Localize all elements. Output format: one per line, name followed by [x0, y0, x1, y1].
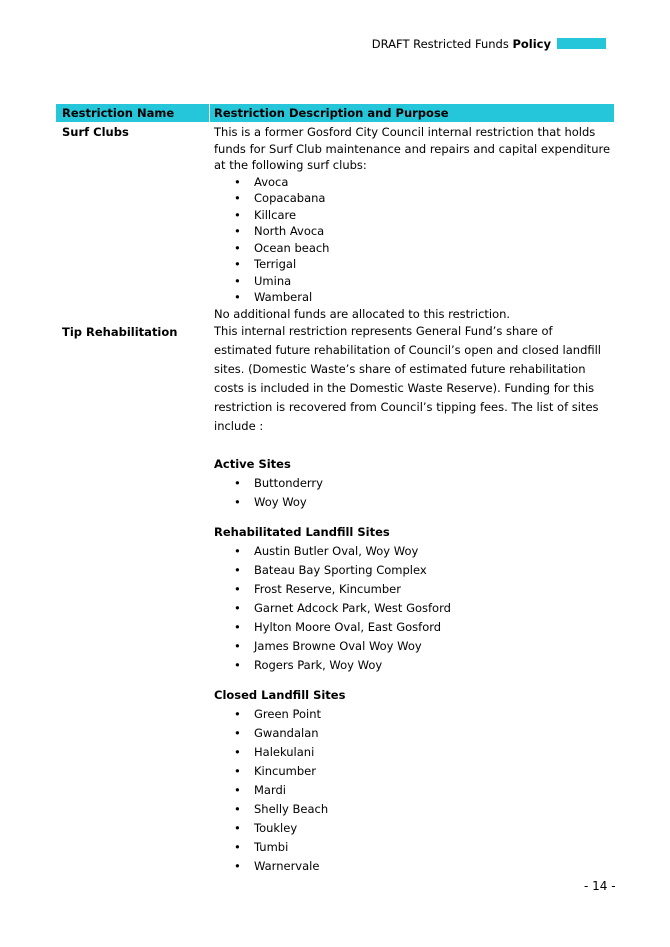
list-item	[214, 474, 614, 493]
spacer	[214, 436, 614, 455]
document-title	[372, 37, 551, 51]
page-number: - 14 -	[584, 879, 616, 893]
list-item	[214, 743, 614, 762]
list-item	[214, 705, 614, 724]
list-item	[214, 724, 614, 743]
list-item-text: Wamberal	[254, 290, 313, 304]
list-item	[214, 580, 614, 599]
surf-clubs-intro: This is a former Gosford City Council internal restriction that holds funds for Surf Club maintenance and repairs and capital expenditure at the following surf clubs:	[214, 125, 611, 172]
bullet-icon: •	[234, 802, 241, 816]
list-item	[214, 190, 614, 207]
rehabilitated-sites-list	[214, 542, 614, 675]
list-item	[214, 273, 614, 290]
list-item-text: Green Point	[254, 707, 322, 721]
list-item-text: Terrigal	[254, 257, 297, 271]
row-name-tip-rehabilitation: Tip Rehabilitation	[62, 325, 178, 339]
bullet-icon: •	[234, 240, 241, 255]
list-item	[214, 857, 614, 876]
list-item-text: Garnet Adcock Park, West Gosford	[254, 601, 451, 615]
spacer	[214, 512, 614, 523]
list-item	[214, 493, 614, 512]
bullet-icon: •	[234, 174, 241, 189]
list-item-text: Umina	[254, 273, 292, 288]
page-header	[0, 37, 606, 51]
list-item-text: Gwandalan	[254, 726, 319, 740]
spacer	[214, 675, 614, 686]
column-header-description: Restriction Description and Purpose	[214, 106, 449, 120]
list-item-text: Tumbi	[254, 840, 289, 854]
bullet-icon: •	[234, 224, 241, 238]
bullet-icon: •	[234, 257, 241, 271]
list-item	[214, 656, 614, 675]
bullet-icon: •	[234, 745, 241, 759]
list-item	[214, 223, 614, 240]
list-item	[214, 542, 614, 561]
bullet-icon: •	[234, 273, 241, 288]
list-item-text: Buttonderry	[254, 476, 323, 490]
bullet-icon: •	[234, 821, 241, 835]
column-divider	[209, 104, 210, 122]
list-item	[214, 207, 614, 224]
active-sites-list	[214, 474, 614, 512]
bullet-icon: •	[234, 726, 241, 740]
document-title-regular: DRAFT Restricted Funds	[371, 37, 509, 51]
bullet-icon: •	[234, 207, 241, 222]
list-item	[214, 561, 614, 580]
tip-rehabilitation-intro: This internal restriction represents General Fund’s share of estimated future rehabilitation of Council’s open and closed landfill sites. (Domestic Waste’s share of estimated future rehabilitation costs is included in the Domestic Waste Reserve). Funding for this restriction is recovered from Council’s tipping fees. The list of sites include :	[214, 324, 601, 433]
bullet-icon: •	[234, 544, 241, 558]
bullet-icon: •	[234, 563, 241, 577]
list-item	[214, 800, 614, 819]
list-item	[214, 174, 614, 191]
bullet-icon: •	[234, 191, 241, 205]
section-heading-closed-sites: Closed Landfill Sites	[214, 688, 346, 702]
list-item	[214, 618, 614, 637]
list-item-text: Toukley	[254, 821, 298, 835]
section-heading-rehabilitated-sites: Rehabilitated Landfill Sites	[214, 525, 390, 539]
bullet-icon: •	[234, 639, 241, 653]
row-name-surf-clubs: Surf Clubs	[62, 125, 129, 139]
bullet-icon: •	[234, 620, 241, 634]
bullet-icon: •	[234, 658, 241, 672]
list-item-text: Hylton Moore Oval, East Gosford	[254, 620, 442, 634]
list-item	[214, 762, 614, 781]
list-item	[214, 240, 614, 257]
list-item	[214, 256, 614, 273]
list-item-text: Woy Woy	[254, 495, 307, 509]
bullet-icon: •	[234, 582, 241, 596]
document-title-bold: Policy	[512, 37, 551, 51]
header-accent-bar	[557, 38, 606, 49]
bullet-icon: •	[234, 476, 241, 490]
bullet-icon: •	[234, 859, 241, 873]
list-item-text: North Avoca	[254, 224, 325, 238]
list-item-text: Kincumber	[254, 764, 316, 778]
surf-clubs-list	[214, 174, 614, 306]
list-item-text: Ocean beach	[254, 240, 330, 255]
column-header-restriction-name: Restriction Name	[62, 106, 175, 120]
list-item	[214, 781, 614, 800]
bullet-icon: •	[234, 840, 241, 854]
list-item-text: Copacabana	[254, 191, 326, 205]
list-item-text: Austin Butler Oval, Woy Woy	[254, 544, 419, 558]
list-item-text: James Browne Oval Woy Woy	[254, 639, 422, 653]
list-item-text: Frost Reserve, Kincumber	[254, 582, 401, 596]
table-header-row	[56, 104, 614, 122]
bullet-icon: •	[234, 495, 241, 509]
list-item	[214, 637, 614, 656]
row-description-surf-clubs	[214, 124, 614, 322]
list-item	[214, 289, 614, 306]
surf-clubs-footer: No additional funds are allocated to this restriction.	[214, 306, 511, 321]
list-item-text: Avoca	[254, 174, 289, 189]
list-item-text: Warnervale	[254, 859, 320, 873]
list-item-text: Shelly Beach	[254, 802, 329, 816]
bullet-icon: •	[234, 290, 241, 304]
row-description-tip-rehabilitation	[214, 322, 614, 876]
closed-sites-list	[214, 705, 614, 876]
bullet-icon: •	[234, 707, 241, 721]
bullet-icon: •	[234, 764, 241, 778]
section-heading-active-sites: Active Sites	[214, 457, 291, 471]
list-item-text: Bateau Bay Sporting Complex	[254, 563, 427, 577]
bullet-icon: •	[234, 783, 241, 797]
list-item	[214, 838, 614, 857]
list-item-text: Killcare	[254, 207, 297, 222]
list-item-text: Rogers Park, Woy Woy	[254, 658, 383, 672]
list-item	[214, 599, 614, 618]
list-item-text: Halekulani	[254, 745, 315, 759]
list-item-text: Mardi	[254, 783, 286, 797]
list-item	[214, 819, 614, 838]
bullet-icon: •	[234, 601, 241, 615]
